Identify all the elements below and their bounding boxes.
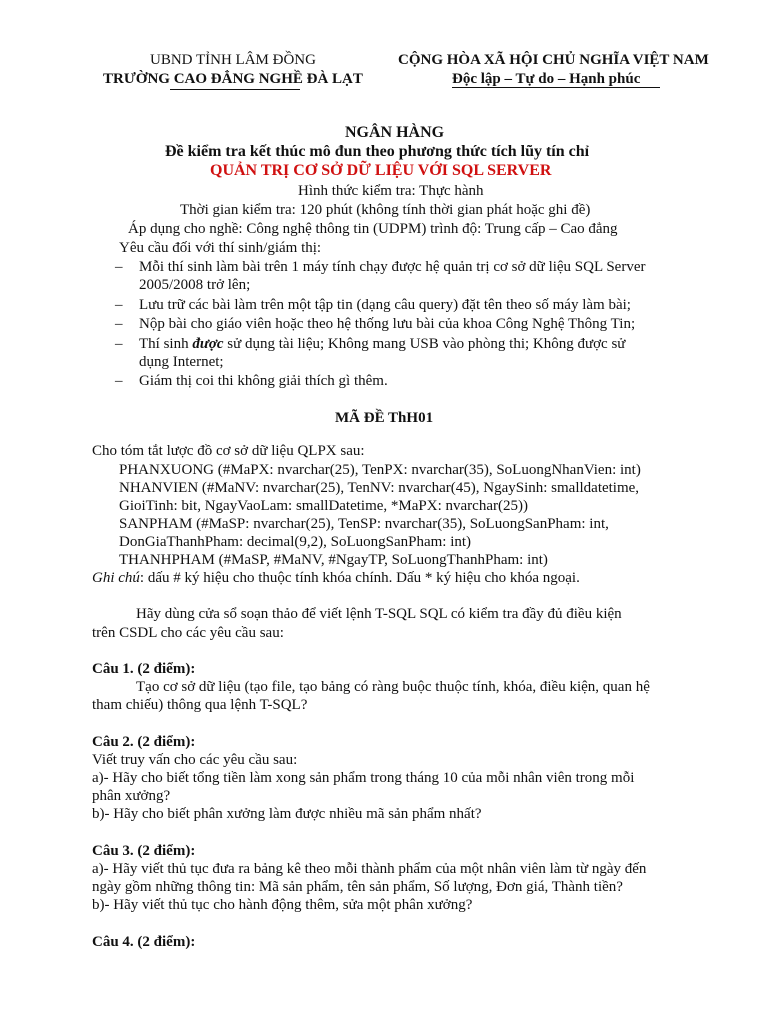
schema-line-2: NHANVIEN (#MaNV: nvarchar(25), TenNV: nvarchar(45), NgaySinh: smalldatetime, [119,480,640,496]
rule-4-line2: dụng Internet; [139,354,224,370]
question-2-line2: a)- Hãy cho biết tổng tiền làm xong sản phẩm trong tháng 10 của mỗi nhân viên trong mỗi [92,770,635,786]
question-2-line4: b)- Hãy cho biết phân xưởng làm được nhiều mã sản phẩm nhất? [92,806,482,822]
question-2-line3: phân xưởng? [92,788,171,804]
question-4-title: Câu 4. (2 điểm): [92,934,196,950]
question-3-title: Câu 3. (2 điểm): [92,843,196,859]
exam-applies: Áp dụng cho nghề: Công nghệ thông tin (UDPM) trình độ: Trung cấp – Cao đẳng [128,221,618,237]
exam-format: Hình thức kiểm tra: Thực hành [298,183,484,199]
schema-intro: Cho tóm tắt lược đồ cơ sở dữ liệu QLPX sau: [92,443,365,459]
rule-3: Nộp bài cho giáo viên hoặc theo hệ thống lưu bài của khoa Công Nghệ Thông Tin; [139,316,636,332]
title-line3: QUẢN TRỊ CƠ SỞ DỮ LIỆU VỚI SQL SERVER [210,162,552,179]
schema-line-6: THANHPHAM (#MaSP, #MaNV, #NgayTP, SoLuongThanhPham: int) [119,552,548,568]
rule-5: Giám thị coi thi không giải thích gì thêm. [139,373,388,389]
rule-1-line2: 2005/2008 trở lên; [139,277,251,293]
rule-4-line1 [139,335,625,353]
question-3-line3: b)- Hãy viết thủ tục cho hành động thêm, sửa một phân xưởng? [92,897,473,913]
header-right-underline [452,87,660,88]
question-2-line1: Viết truy vấn cho các yêu cầu sau: [92,752,298,768]
rule-bullet-5: – [115,373,123,389]
rule-4-emphasis: được [192,336,224,352]
rule-bullet-4: – [115,336,123,352]
rule-2: Lưu trữ các bài làm trên một tập tin (dạng câu query) đặt tên theo số máy làm bài; [139,297,631,313]
question-3-line2: ngày gồm những thông tin: Mã sản phẩm, tên sản phẩm, Số lượng, Đơn giá, Thành tiền? [92,879,623,895]
question-1-line2: tham chiếu) thông qua lệnh T-SQL? [92,697,308,713]
question-3-line1: a)- Hãy viết thủ tục đưa ra bảng kê theo mỗi thành phẩm của một nhân viên làm từ ngày đến [92,861,647,877]
header-left-line1: UBND TỈNH LÂM ĐỒNG [150,52,316,68]
rule-1-line1: Mỗi thí sinh làm bài trên 1 máy tính chạy được hệ quản trị cơ sở dữ liệu SQL Server [139,259,646,275]
schema-note-label: Ghi chú [92,570,140,586]
header-left-line2: TRƯỜNG CAO ĐẲNG NGHỀ ĐÀ LẠT [103,71,363,87]
header-right-line2: Độc lập – Tự do – Hạnh phúc [452,71,641,87]
question-1-line1: Tạo cơ sở dữ liệu (tạo file, tạo bảng có ràng buộc thuộc tính, khóa, điều kiện, quan hệ [136,679,650,695]
exam-code: MÃ ĐỀ ThH01 [335,410,434,426]
instruction-line2: trên CSDL cho các yêu cầu sau: [92,625,284,641]
instruction-line1: Hãy dùng cửa sổ soạn thảo để viết lệnh T-SQL SQL có kiểm tra đầy đủ điều kiện [136,606,622,622]
schema-line-5: DonGiaThanhPham: decimal(9,2), SoLuongSanPham: int) [119,534,472,550]
exam-time: Thời gian kiểm tra: 120 phút (không tính thời gian phát hoặc ghi đề) [180,202,591,218]
schema-line-4: SANPHAM (#MaSP: nvarchar(25), TenSP: nvarchar(35), SoLuongSanPham: int, [119,516,609,532]
schema-note [92,569,580,587]
header-left-underline [170,89,300,90]
schema-line-3: GioiTinh: bit, NgayVaoLam: smallDatetime, *MaPX: nvarchar(25)) [119,498,528,514]
rule-4-rest: sử dụng tài liệu; Không mang USB vào phòng thi; Không được sử [227,336,626,352]
rule-bullet-2: – [115,297,123,313]
rule-4-prefix: Thí sinh [139,336,189,352]
exam-requirements: Yêu cầu đối với thí sinh/giám thị: [119,240,322,256]
header-right-line1: CỘNG HÒA XÃ HỘI CHỦ NGHĨA VIỆT NAM [398,52,709,68]
question-1-title: Câu 1. (2 điểm): [92,661,196,677]
title-line1: NGÂN HÀNG [345,124,445,141]
schema-note-text: : dấu # ký hiệu cho thuộc tính khóa chính. Dấu * ký hiệu cho khóa ngoại. [139,570,580,586]
rule-bullet-3: – [115,316,123,332]
rule-bullet-1: – [115,259,123,275]
question-2-title: Câu 2. (2 điểm): [92,734,196,750]
title-line2: Đề kiểm tra kết thúc mô đun theo phương thức tích lũy tín chỉ [165,143,590,160]
schema-line-1: PHANXUONG (#MaPX: nvarchar(25), TenPX: nvarchar(35), SoLuongNhanVien: int) [119,462,641,478]
